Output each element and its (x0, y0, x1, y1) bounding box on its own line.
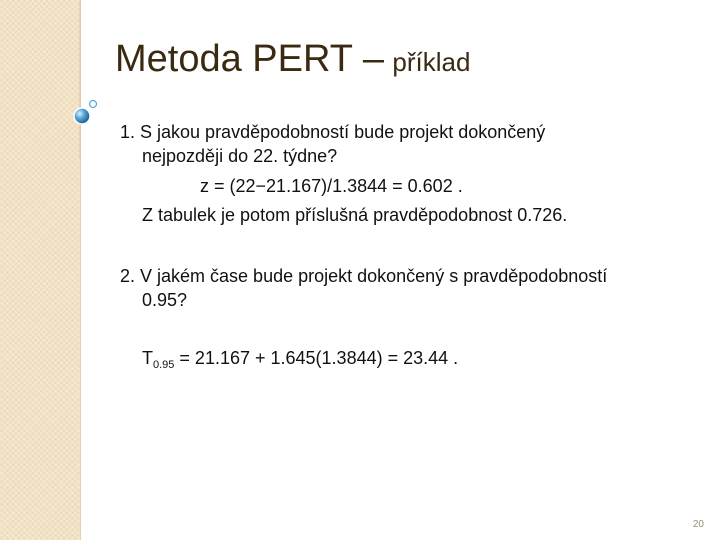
item-1-question-line-1: 1. S jakou pravděpodobností bude projekt dokončený (120, 122, 546, 142)
slide-title-main: Metoda PERT – (115, 38, 384, 80)
item-1-question-line-2: nejpozději do 22. týdne? (142, 146, 338, 166)
slide-title (115, 38, 470, 81)
item-2-formula-rest: = 21.167 + 1.645(1.3844) = 23.44 . (174, 348, 459, 368)
page-number: 20 (692, 519, 704, 530)
item-2-question-line-2: 0.95? (142, 290, 188, 310)
decorative-orbs-icon (0, 0, 120, 160)
item-2-formula-symbol: T (142, 348, 153, 368)
item-2-formula (142, 348, 458, 371)
item-1-formula: z = (22−21.167)/1.3844 = 0.602 . (200, 176, 463, 196)
item-2-question-line-1: 2. V jakém čase bude projekt dokončený s pravděpodobností (120, 266, 608, 286)
slide-title-sub: příklad (392, 47, 471, 77)
item-2-formula-subscript: 0.95 (153, 359, 175, 371)
item-1-answer: Z tabulek je potom příslušná pravděpodobnost 0.726. (142, 205, 568, 225)
